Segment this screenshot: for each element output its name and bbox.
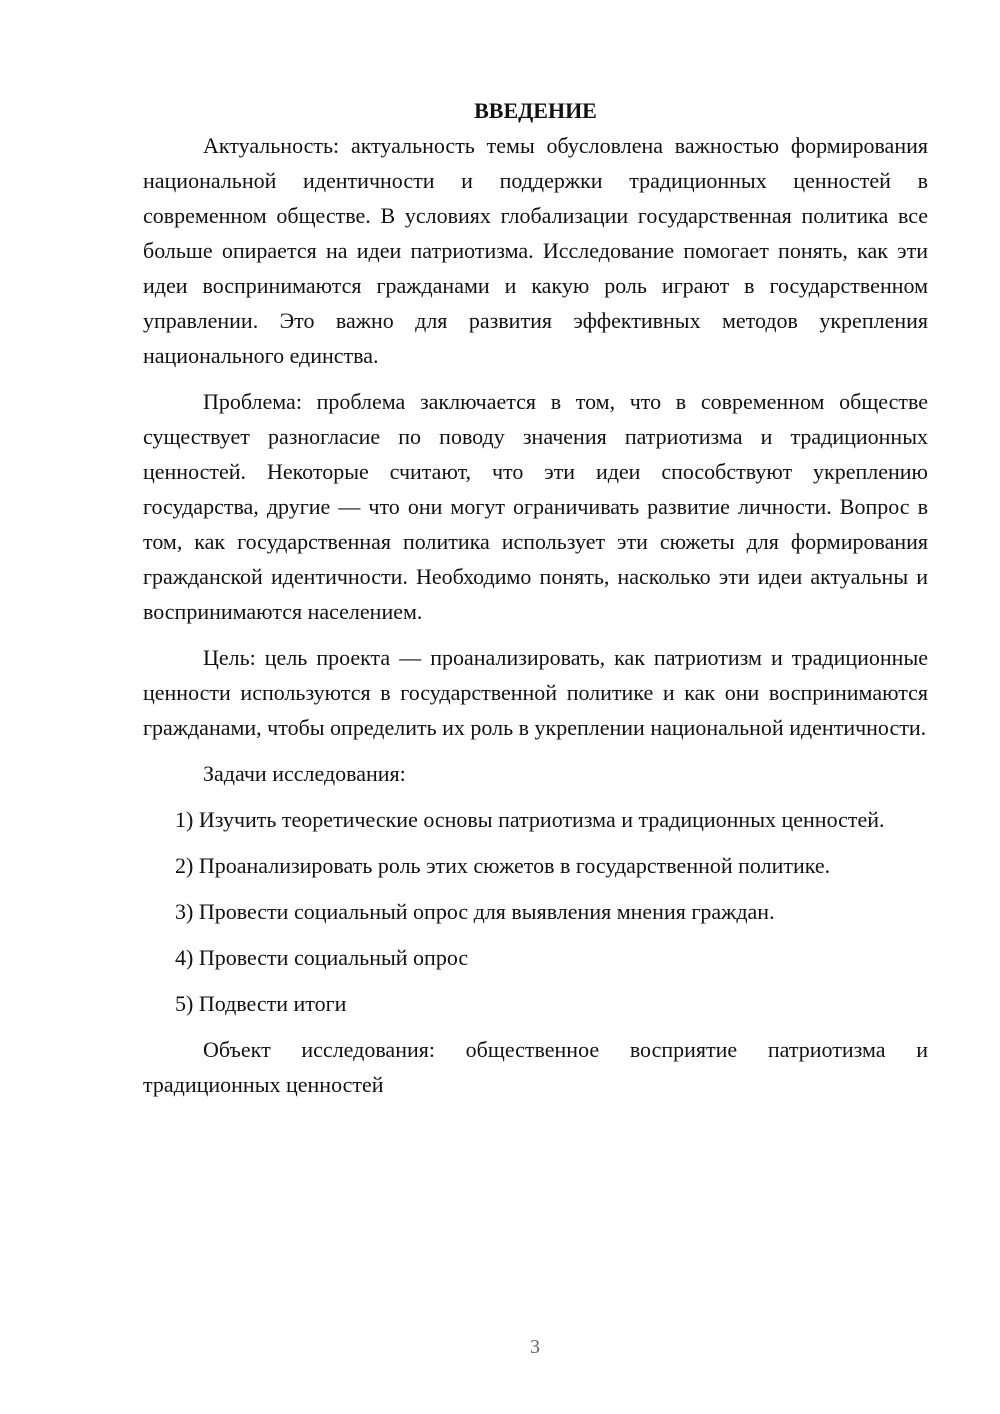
page-number: 3 (530, 1336, 540, 1358)
tasks-label: Задачи исследования: (203, 761, 406, 786)
goal-paragraph: Цель: цель проекта — проанализировать, как патриотизм и традиционные ценности используются в государственной политике и как они воспринимаются гражданами, чтобы определить их роль в укреплении национальной идентичности. (143, 645, 928, 740)
task-item-1: 1) Изучить теоретические основы патриотизма и традиционных ценностей. (175, 807, 885, 832)
paragraph-spacer (143, 883, 928, 894)
task-item-4: 4) Провести социальный опрос (175, 945, 469, 970)
paragraph-spacer (143, 1021, 928, 1032)
paragraph-spacer (143, 975, 928, 986)
paragraph-spacer (143, 791, 928, 802)
paragraph-spacer (143, 837, 928, 848)
page-content (143, 93, 928, 1102)
relevance-paragraph: Актуальность: актуальность темы обусловлена важностью формирования национальной идентичности и поддержки традиционных ценностей в современном обществе. В условиях глобализации государственная политика все больше опирается на идеи патриотизма. Исследование помогает понять, как эти идеи воспринимаются гражданами и какую роль играют в государственном управлении. Это важно для развития эффективных методов укрепления национального единства. (143, 133, 928, 368)
problem-paragraph: Проблема: проблема заключается в том, что в современном обществе существует разногласие по поводу значения патриотизма и традиционных ценностей. Некоторые считают, что эти идеи способствуют укреплению государства, другие — что они могут ограничивать развитие личности. Вопрос в том, как государственная политика использует эти сюжеты для формирования гражданской идентичности. Необходимо понять, насколько эти идеи актуальны и воспринимаются населением. (143, 389, 928, 624)
task-item-3: 3) Провести социальный опрос для выявления мнения граждан. (175, 899, 775, 924)
paragraph-spacer (143, 929, 928, 940)
paragraph-spacer (143, 745, 928, 756)
paragraph-spacer (143, 373, 928, 384)
page-title: ВВЕДЕНИЕ (474, 98, 597, 123)
object-paragraph: Объект исследования: общественное восприятие патриотизма и традиционных ценностей (143, 1037, 928, 1097)
task-item-5: 5) Подвести итоги (175, 991, 347, 1016)
paragraph-spacer (143, 629, 928, 640)
task-item-2: 2) Проанализировать роль этих сюжетов в государственной политике. (175, 853, 831, 878)
